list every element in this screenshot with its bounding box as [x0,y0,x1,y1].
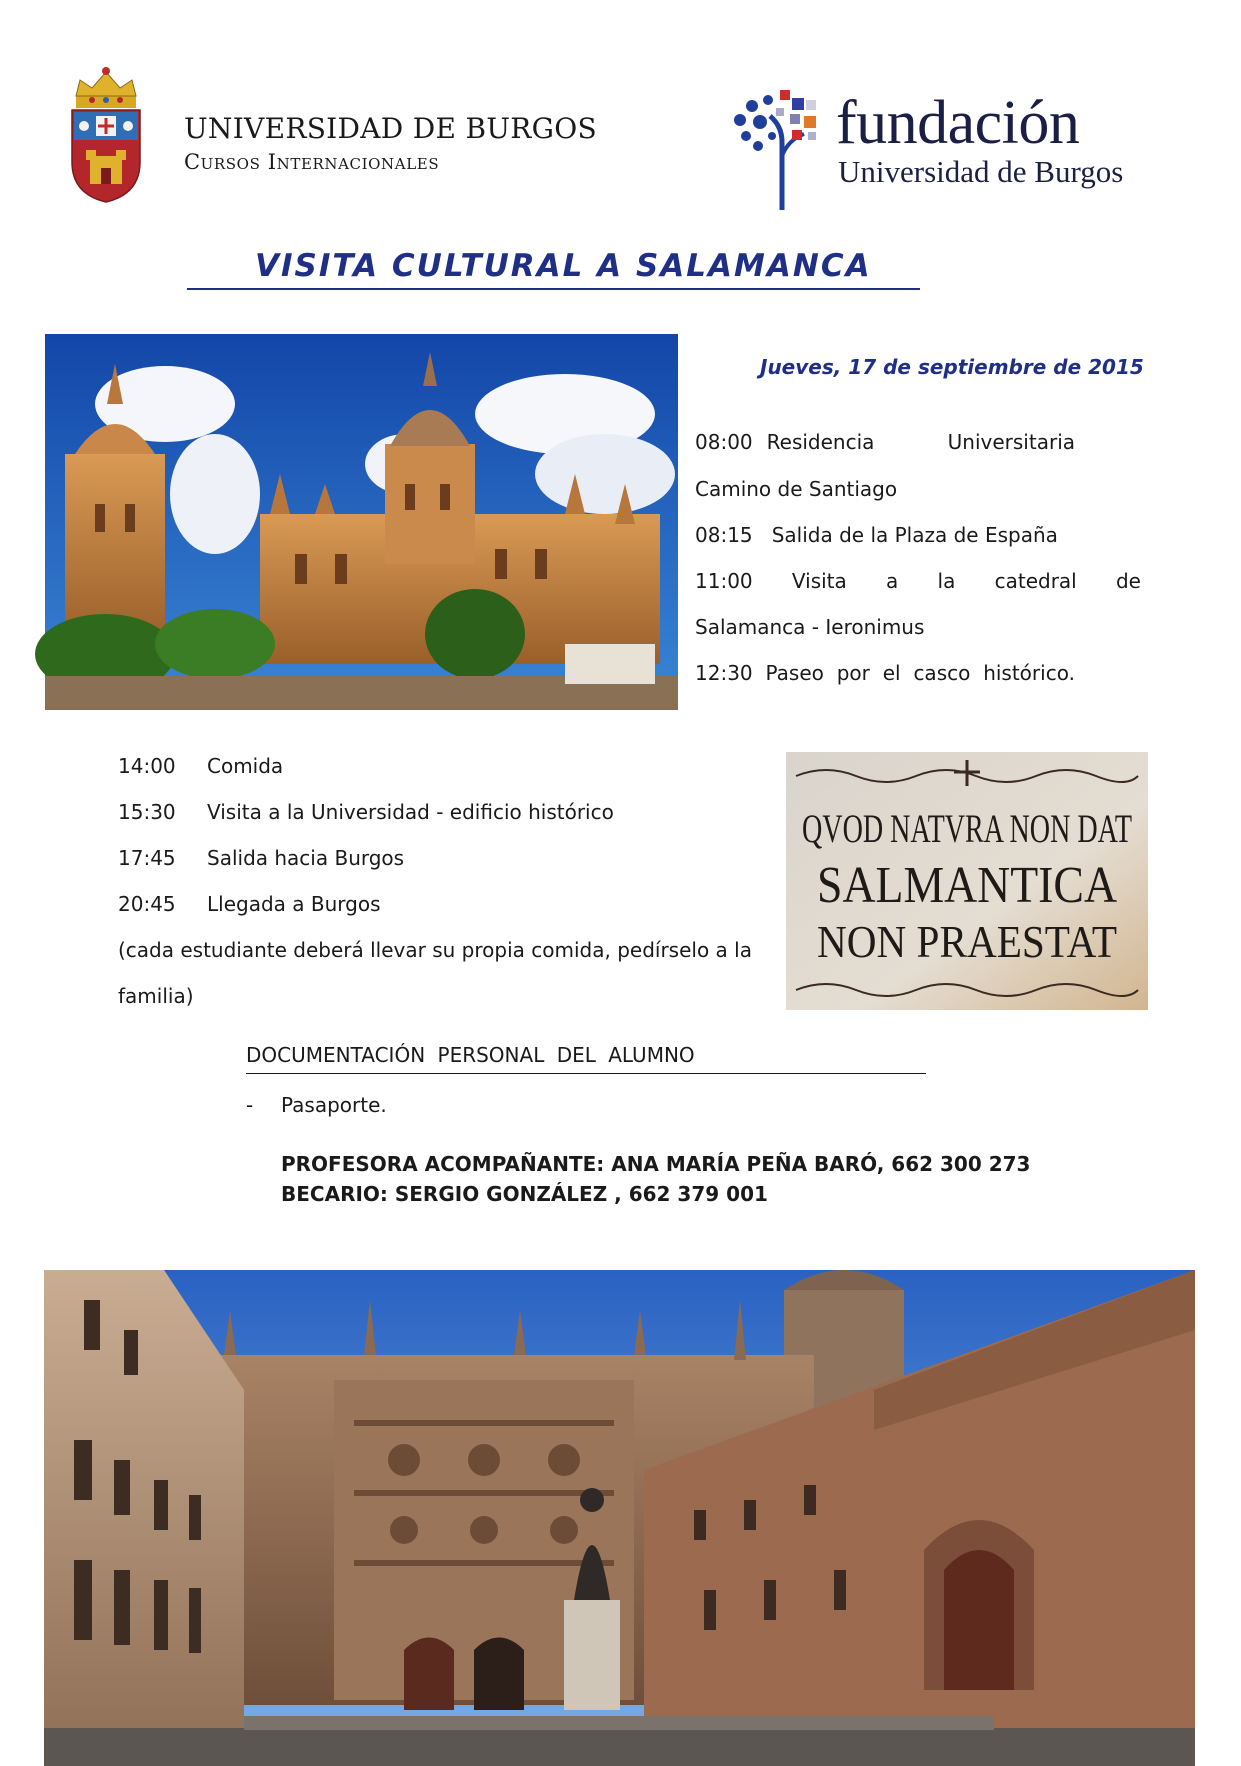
schedule-row-2045 [118,894,381,914]
university-crest-logo [66,66,146,206]
schedule-line-0815: 08:15 Salida de la Plaza de España [695,523,1058,547]
plaque-text-line2: SALMANTICA [817,857,1118,914]
schedule-line-salamanca: Salamanca - Ieronimus [695,615,925,639]
teacher-contact: PROFESORA ACOMPAÑANTE: ANA MARÍA PEÑA BARÓ, 662 300 273 [281,1152,1031,1176]
schedule-word: de [1115,569,1141,593]
latin-plaque-photo [786,752,1148,1010]
schedule-word: Paseo [765,661,824,685]
schedule-word: la [937,569,956,593]
university-facade-photo [44,1270,1195,1766]
documentation-heading: DOCUMENTACIÓN PERSONAL DEL ALUMNO [246,1043,926,1074]
schedule-word: histórico. [983,661,1075,685]
schedule-time: 20:45 [118,892,176,916]
event-date: Jueves, 17 de septiembre de 2015 [760,355,1144,379]
schedule-row-1530 [118,802,614,822]
schedule-time: 17:45 [118,846,176,870]
lunch-note-line2: familia) [118,984,194,1008]
schedule-word: por [836,661,870,685]
schedule-row-1400 [118,756,283,776]
page-title-text: VISITA CULTURAL A SALAMANCA [255,248,872,284]
schedule-line-camino: Camino de Santiago [695,477,898,501]
schedule-word: 08:00 [695,430,753,454]
schedule-text: Salida hacia Burgos [207,846,405,870]
schedule-word: casco [913,661,971,685]
schedule-word: a [886,569,899,593]
foundation-name: fundación [836,89,1080,157]
schedule-word: 12:30 [695,661,753,685]
schedule-word: Universitaria [947,430,1075,454]
plaque-text-line1: QVOD NATVRA NON DAT [802,806,1132,851]
university-name: UNIVERSIDAD DE BURGOS [184,112,598,145]
schedule-line-1230 [695,663,1075,683]
documentation-item [246,1093,387,1117]
lunch-note-line1: (cada estudiante deberá llevar su propia comida, pedírselo a la [118,938,752,962]
schedule-line-1100 [695,571,1141,591]
plaque-text-line3: NON PRAESTAT [817,916,1117,967]
documentation-item-text: Pasaporte. [281,1093,387,1117]
schedule-time: 15:30 [118,800,176,824]
schedule-line-0800 [695,432,1141,452]
schedule-text: Llegada a Burgos [207,892,381,916]
page-title [187,244,920,290]
schedule-word: 11:00 [695,569,753,593]
schedule-word: catedral [994,569,1077,593]
scholar-contact: BECARIO: SERGIO GONZÁLEZ , 662 379 001 [281,1182,768,1206]
schedule-time: 14:00 [118,754,176,778]
schedule-text: Visita a la Universidad - edificio histórico [207,800,614,824]
schedule-text: Comida [207,754,284,778]
schedule-word: el [882,661,901,685]
foundation-subtitle: Universidad de Burgos [838,154,1124,189]
foundation-tree-logo [730,86,834,210]
university-subtitle: Cursos Internacionales [184,150,440,174]
schedule-word: Residencia [766,430,875,454]
schedule-word: Visita [791,569,847,593]
bullet-dash: - [246,1093,254,1117]
cathedral-photo [45,334,678,710]
schedule-row-1745 [118,848,404,868]
